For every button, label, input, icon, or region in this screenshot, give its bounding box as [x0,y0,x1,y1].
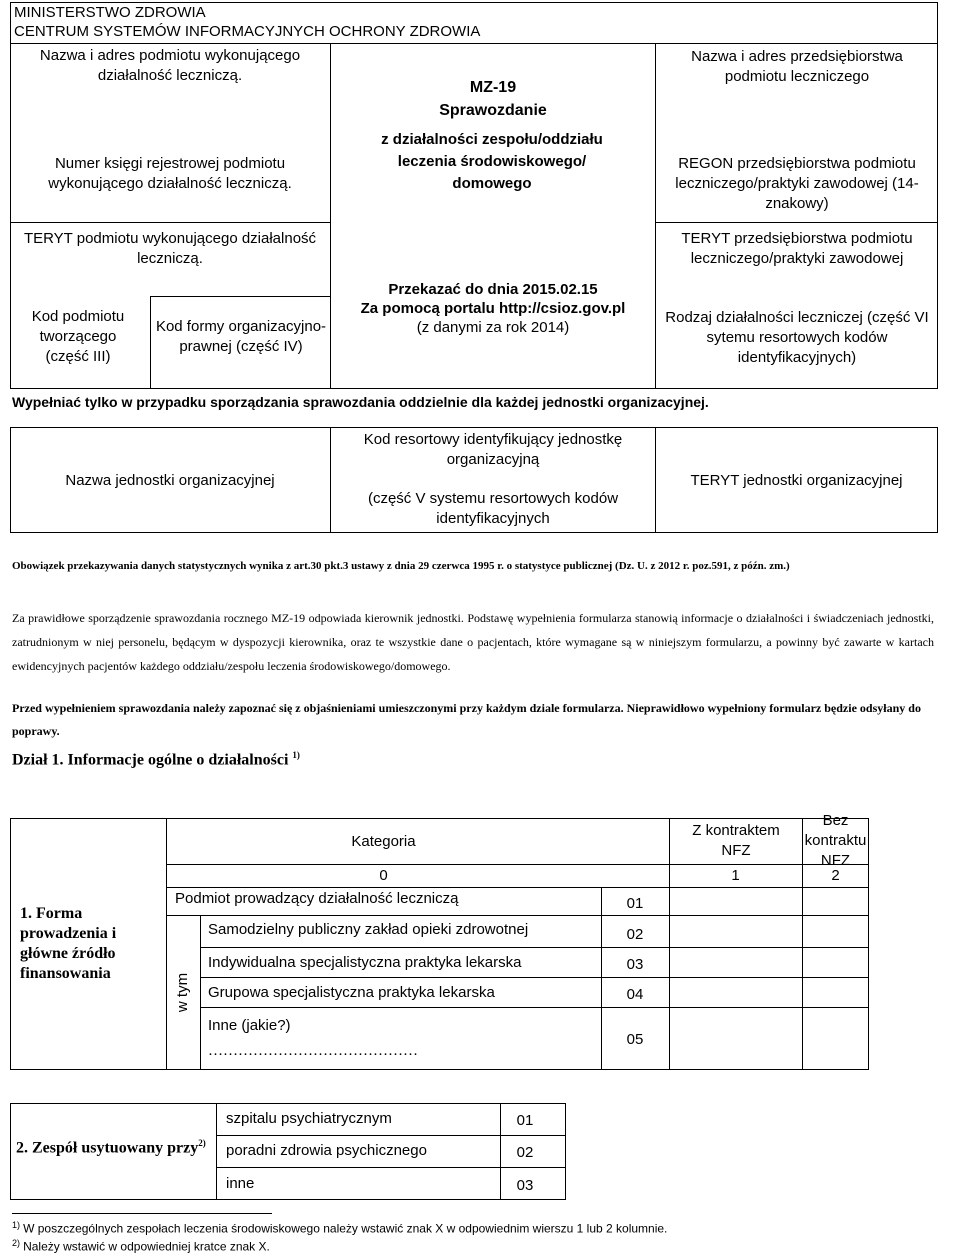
fill-note: Wypełniać tylko w przypadku sporządzania sprawozdania oddzielnie dla każdej jednostki organizacyjnej. [12,394,709,410]
obligation-text: Obowiązek przekazywania danych statystycznych wynika z art.30 pkt.3 ustawy z dnia 29 czerwca 1995 r. o statystyce publicznej (Dz. U. z 2012 r. poz.591, z późn. zm.) [12,560,790,572]
code-divider [150,296,151,389]
s1-item-3-code: 04 [626,986,644,1003]
s2-label [16,1133,212,1158]
s1-item-1-code: 02 [626,926,644,943]
regon-field[interactable]: REGON przedsiębiorstwa podmiotu leczniczego/praktyki zawodowej (14-znakowy) [675,155,919,212]
footnote-2-mark: 2) [12,1238,21,1248]
footnote-1 [12,1220,942,1236]
s1-row2-divider [200,947,869,948]
header-divider [10,43,938,44]
register-number-field[interactable]: Numer księgi rejestrowej podmiotu wykonującego działalność leczniczą. [48,155,292,192]
footnote-2-text: Należy wstawić w odpowiedniej kratce znak X. [23,1239,270,1254]
s1-main-divider [166,915,869,916]
s1-nfz-col-divider [669,818,670,1070]
col-divider-right [655,43,656,389]
footnote-2 [12,1238,942,1254]
s1-main-code: 01 [626,895,644,912]
s1-row3-divider [200,977,869,978]
row-divider-right [655,222,938,223]
ministry-name: MINISTERSTWO ZDROWIA [14,4,206,21]
s2-row1-divider [216,1135,566,1136]
warning-text: Przed wypełnieniem sprawozdania należy zapoznać się z objaśnieniami umieszczonymi przy każdym dziale formularza. Nieprawidłowo wypełniony formularz będzie odsyłany do poprawy. [12,701,921,738]
s1-intype-divider [200,915,201,1070]
entity-teryt-field[interactable]: TERYT podmiotu wykonującego działalność leczniczą. [23,230,317,267]
s1-index-divider [166,887,869,888]
s1-item-3: Grupowa specjalistyczna praktyka lekarska [208,984,495,1001]
founder-code-field[interactable]: Kod podmiotu tworzącego (część III) [31,308,125,365]
center-name: CENTRUM SYSTEMÓW INFORMACYJNYCH OCHRONY ZDROWIA [14,23,481,40]
s1-item-4: Inne (jakie?) [208,1017,291,1034]
report-subject: z działalności zespołu/oddziału leczenia środowiskowego/ domowego [381,131,603,192]
enterprise-teryt-field[interactable]: TERYT przedsiębiorstwa podmiotu leczniczego/praktyki zawodowej [681,230,913,267]
row-divider-left [10,222,330,223]
s2-label-text: 2. Zespół usytuowany przy [16,1139,199,1157]
enterprise-name-field[interactable]: Nazwa i adres przedsiębiorstwa podmiotu leczniczego [691,48,903,85]
s2-item-1-code: 01 [516,1111,534,1129]
s2-label-footnote: 2) [198,1138,206,1148]
s2-item-3: inne [226,1175,255,1192]
unit-teryt-field[interactable]: TERYT jednostki organizacyjnej [690,471,903,489]
code-row-divider [150,296,330,297]
s1-col-no-nfz: Bez kontraktu NFZ [804,812,867,869]
responsibility-text: Za prawidłowe sporządzenie sprawozdania rocznego MZ-19 odpowiada kierownik jednostki. Podstawę wypełnienia formularza stanowią informacje o działalności i świadczeniach jednostki, zatrudnionym w niej personelu, będącym w dyspozycji kierownika, oraz te wszystkie dane o pacjentach, które wymagane są w niniejszym formularzu, a powinny być zawarte w kartach ewidencyjnych pacjentów każdego oddziału/zespołu leczenia środowiskowego/domowego. [12,611,934,673]
s1-item-4-dots[interactable]: …………………………………… [208,1043,418,1059]
s1-item-2-code: 03 [626,956,644,973]
s1-col-idx-1: 1 [731,867,740,884]
s2-item-3-code: 03 [516,1176,534,1194]
s1-row-label: 1. Forma prowadzenia i główne źródło finansowania [20,905,117,982]
s2-label-divider [216,1103,217,1200]
form-id: MZ-19 [469,79,517,96]
s1-item-4-code: 05 [626,1031,644,1048]
s1-col-idx-2: 2 [831,867,840,884]
s1-in-which: w tym [174,972,192,1013]
s2-item-2-code: 02 [516,1143,534,1161]
unit-name-field[interactable]: Nazwa jednostki organizacyjnej [65,471,275,489]
s2-item-2: poradni zdrowia psychicznego [226,1142,427,1159]
org-form-code-field[interactable]: Kod formy organizacyjno-prawnej (część IV) [155,318,327,355]
activity-type-field[interactable]: Rodzaj działalności leczniczej (część VI sytemu resortowych kodów identyfikacyjnych) [665,309,929,366]
footnote-1-mark: 1) [12,1220,21,1230]
section1-title [12,750,300,769]
deadline: Przekazać do dnia 2015.02.15 [388,281,598,298]
unit-code-part: (część V systemu resortowych kodów identyfikacyjnych [367,490,619,527]
s2-row2-divider [216,1167,566,1168]
s1-item-2: Indywidualna specjalistyczna praktyka lekarska [208,954,522,971]
year-note: (z danymi za rok 2014) [416,319,570,336]
s2-item-1: szpitalu psychiatrycznym [226,1110,392,1127]
section1-title-footnote: 1) [292,750,300,760]
footnote-1-text: W poszczególnych zespołach leczenia środowiskowego należy wstawić znak X w odpowiednim wierszu 1 lub 2 kolumnie. [23,1221,668,1236]
footnote-rule [12,1213,272,1214]
section1-title-text: Dział 1. Informacje ogólne o działalności [12,751,289,769]
unit-divider-1 [330,427,331,533]
portal-link[interactable]: Za pomocą portalu http://csioz.gov.pl [360,300,626,317]
s1-col-nfz: Z kontraktem NFZ [692,822,780,859]
entity-name-address-field[interactable]: Nazwa i adres podmiotu wykonującego działalność leczniczą. [39,47,301,84]
s1-col-category: Kategoria [351,832,416,850]
s1-item-1: Samodzielny publiczny zakład opieki zdrowotnej [208,921,529,938]
s1-col-idx-0: 0 [379,867,388,884]
s1-main-item: Podmiot prowadzący działalność leczniczą [175,890,459,907]
report-title: Sprawozdanie [439,102,547,119]
unit-code-label[interactable]: Kod resortowy identyfikujący jednostkę organizacyjną [363,431,623,468]
s1-row4-divider [200,1007,869,1008]
col-divider-left [330,43,331,389]
